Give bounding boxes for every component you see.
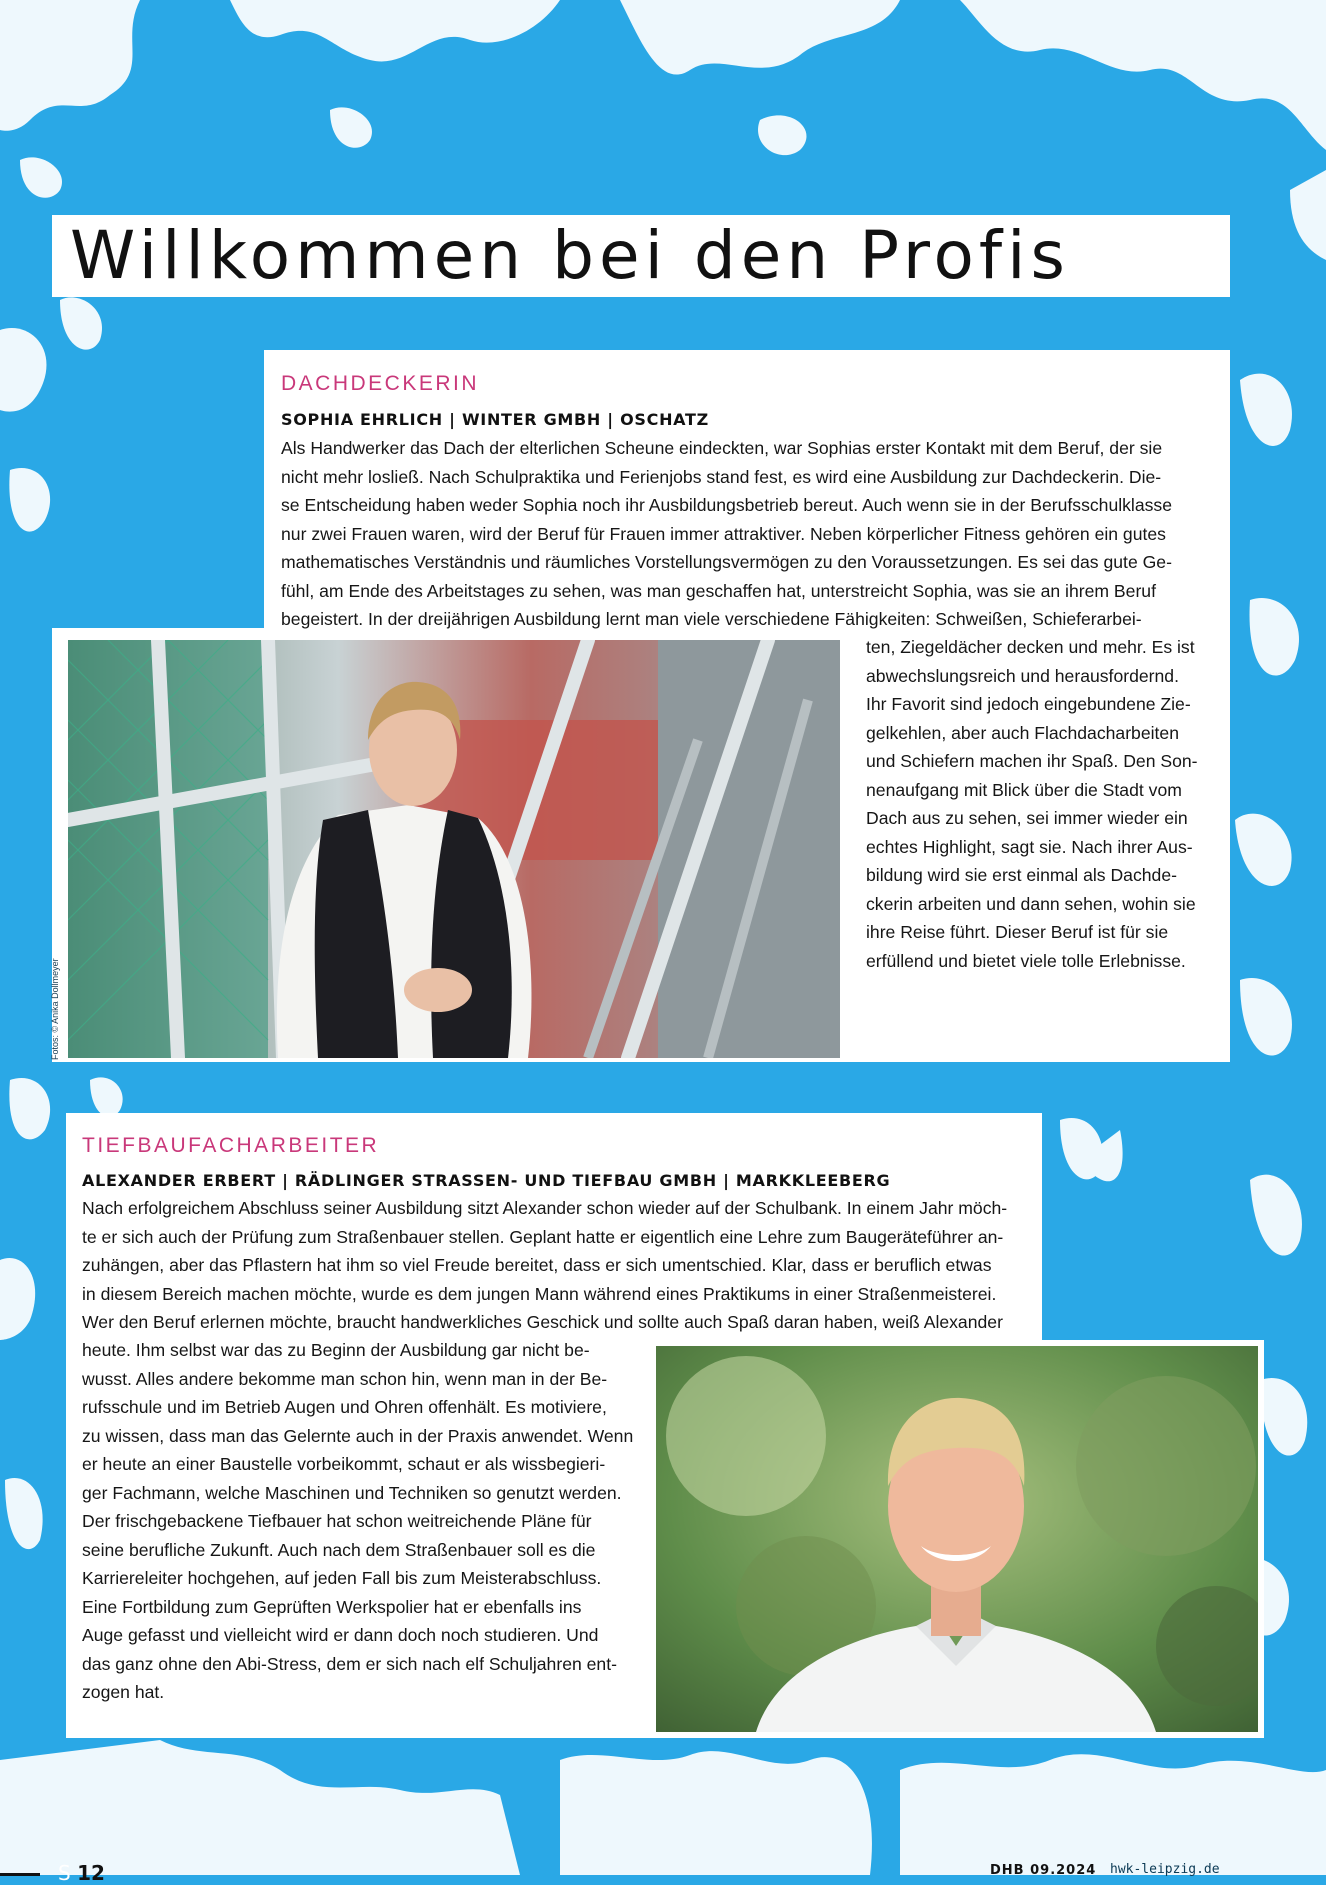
text-line: das ganz ohne den Abi-Stress, dem er sich nach elf Schuljahren ent- [82,1653,617,1674]
article2-names: ALEXANDER ERBERT | RÄDLINGER STRASSEN- UND TIEFBAU GMBH | MARKKLEEBERG [82,1171,891,1190]
page-prefix: S [58,1861,71,1885]
page-title: Willkommen bei den Profis [70,217,1070,294]
text-line: ger Fachmann, welche Maschinen und Techniken so genutzt werden. [82,1482,622,1503]
text-line: nur zwei Frauen waren, wird der Beruf für Frauen immer attraktiver. Neben körperlicher Fitness gehören ein gutes [281,523,1166,544]
text-line: fühl, am Ende des Arbeitstages zu sehen, was man geschaffen hat, unterstreicht Sophia, was sie an ihrem Beruf [281,580,1156,601]
text-line: bildung wird sie erst einmal als Dachde- [866,865,1177,885]
article1-kicker: DACHDECKERIN [281,372,480,395]
article1-names: SOPHIA EHRLICH | WINTER GMBH | OSCHATZ [281,410,709,429]
text-line: heute. Ihm selbst war das zu Beginn der Ausbildung gar nicht be- [82,1340,590,1360]
text-line: abwechslungsreich und herausfordernd. [866,665,1179,686]
text-line: Ihr Favorit sind jedoch eingebundene Zie- [866,694,1191,714]
text-line: nenaufgang mit Blick über die Stadt vom [866,779,1182,800]
text-line: Eine Fortbildung zum Geprüften Werkspolier hat er ebenfalls ins [82,1596,582,1617]
text-line: zogen hat. [82,1682,165,1702]
text-line: er heute an einer Baustelle vorbeikommt, schaut er als wissbegieri- [82,1454,606,1474]
article1-body-side [866,633,1226,975]
article2-body-full [82,1194,1042,1337]
text-line: Als Handwerker das Dach der elterlichen Scheune eindeckten, war Sophias erster Kontakt mit dem Beruf, der sie [281,438,1163,458]
website-link[interactable]: hwk-leipzig.de [1110,1862,1220,1877]
text-line: seine berufliche Zukunft. Auch nach dem Straßenbauer soll es die [82,1539,596,1560]
text-line: erfüllend und bietet viele tolle Erlebnisse. [866,950,1186,971]
text-line: se Entscheidung haben weder Sophia noch ihr Ausbildungsbetrieb bereut. Auch wenn sie in der Berufsschulklasse [281,495,1173,515]
text-line: begeistert. In der dreijährigen Ausbildung lernt man viele verschiedene Fähigkeiten: Schweißen, Schieferarbei- [281,609,1142,629]
text-line: rufsschule und im Betrieb Augen und Ohren offenhält. Es motiviere, [82,1397,607,1417]
text-line: mathematisches Verständnis und räumliches Vorstellungsvermögen zu den Voraussetzungen. Es sei das gute Ge- [281,552,1172,572]
text-line: nicht mehr losließ. Nach Schulpraktika und Ferienjobs stand fest, es wird eine Ausbildung zur Dachdeckerin. Die- [281,466,1162,487]
text-line: wusst. Alles andere bekomme man schon hin, wenn man in der Be- [82,1368,608,1389]
text-line: ten, Ziegeldächer decken und mehr. Es ist [866,637,1195,657]
text-line: zu wissen, dass man das Gelernte auch in der Praxis anwendet. Wenn [82,1425,634,1446]
text-line: und Schiefern machen ihr Spaß. Den Son- [866,751,1198,771]
article1-body-full [281,434,1221,634]
text-line: in diesem Bereich machen möchte, wurde es dem jungen Mann während eines Praktikums in einer Straßenmeisterei. [82,1283,997,1304]
article2-kicker: TIEFBAUFACHARBEITER [82,1134,380,1157]
page-number-value: 12 [77,1861,105,1885]
text-line: ckerin arbeiten und dann sehen, wohin sie [866,893,1196,914]
text-line: echtes Highlight, sagt sie. Nach ihrer Aus- [866,836,1193,857]
photo-dachdeckerin [68,640,840,1058]
text-line: Nach erfolgreichem Abschluss seiner Ausbildung sitzt Alexander schon wieder auf der Schulbank. In einem Jahr möch- [82,1198,1008,1218]
text-line: Dach aus zu sehen, sei immer wieder ein [866,808,1188,828]
text-line: Wer den Beruf erlernen möchte, braucht handwerkliches Geschick und sollte auch Spaß daran haben, weiß Alexander [82,1312,1003,1332]
text-line: Karriereleiter hochgehen, auf jeden Fall bis zum Meisterabschluss. [82,1568,602,1588]
page-number [58,1861,105,1885]
text-line: gelkehlen, aber auch Flachdacharbeiten [866,722,1179,743]
article2-body-side [82,1336,642,1707]
text-line: Auge gefasst und vielleicht wird er dann doch noch studieren. Und [82,1625,599,1645]
text-line: Der frischgebackene Tiefbauer hat schon weitreichende Pläne für [82,1511,592,1531]
text-line: te er sich auch der Prüfung zum Straßenbauer stellen. Geplant hatte er eigentlich eine Lehre zum Baugeräteführer an- [82,1226,1004,1247]
photo-credit: Fotos: © Anika Dollmeyer [50,958,60,1060]
text-line: ihre Reise führt. Dieser Beruf ist für sie [866,922,1169,942]
footer-rule [0,1873,40,1877]
issue-label: DHB 09.2024 [990,1863,1097,1878]
photo-tiefbaufacharbeiter [656,1346,1258,1732]
text-line: zuhängen, aber das Pflastern hat ihm so viel Freude bereitet, dass er sich umentschied. Klar, dass er beruflich etwas [82,1255,992,1275]
